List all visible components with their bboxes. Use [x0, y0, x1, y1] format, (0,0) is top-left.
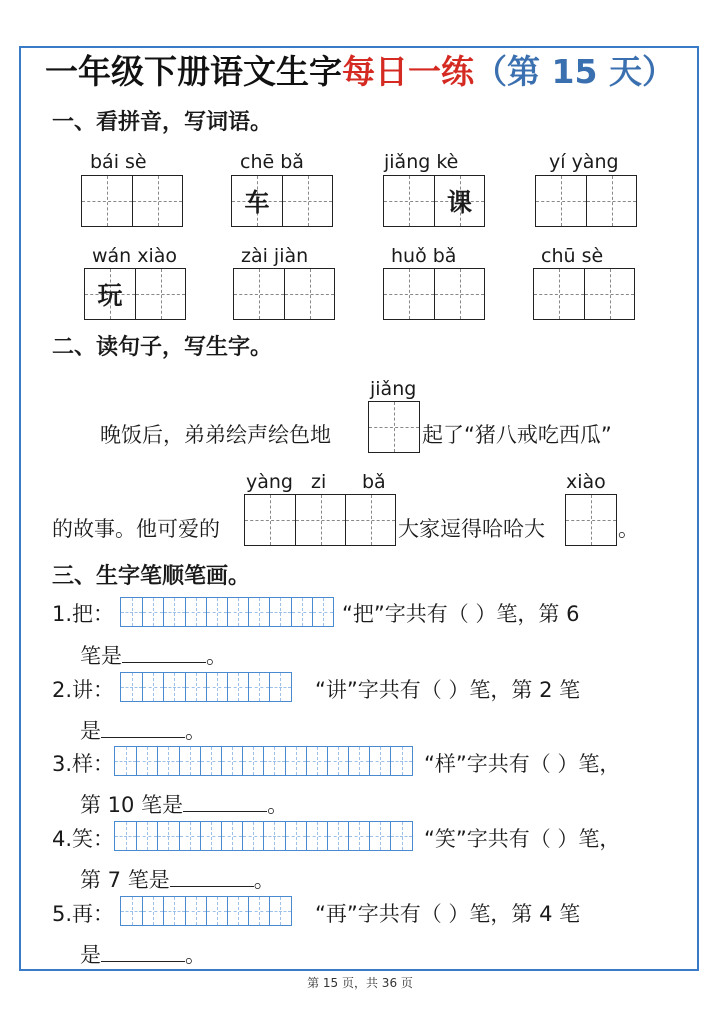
grid-cell[interactable] — [586, 176, 636, 226]
grid-cell[interactable] — [536, 176, 586, 226]
stroke-item-question: “把”字共有（ ）笔，第 6 — [342, 602, 580, 626]
page-footer: 第 15 页，共 36 页 — [307, 976, 413, 990]
grid-char: 课 — [446, 188, 472, 217]
sentence2-before: 的故事。他可爱的 — [52, 517, 220, 541]
grid-cell[interactable] — [245, 495, 295, 545]
answer-blank[interactable] — [122, 640, 206, 663]
pinyin-wanxiao: wán xiào — [92, 245, 178, 267]
grid-char — [82, 176, 132, 226]
grid-cell[interactable] — [384, 269, 434, 319]
stroke-item-label: 4.笑： — [52, 827, 115, 851]
grid-cell[interactable] — [232, 176, 282, 226]
grid-char — [435, 269, 484, 319]
answer-blank[interactable] — [101, 939, 185, 962]
section1-heading: 一、看拼音，写词语。 — [52, 110, 273, 135]
grid-char — [536, 176, 586, 226]
writing-grid-chuse[interactable] — [533, 268, 635, 320]
grid-char — [283, 176, 332, 226]
stroke-order-grid[interactable] — [114, 746, 413, 776]
answer-blank[interactable] — [101, 715, 185, 738]
stroke-item-cont-text: 第 7 笔是 — [80, 868, 170, 892]
grid-char — [384, 269, 434, 319]
grid-char — [285, 269, 334, 319]
writing-grid-xiao[interactable] — [565, 494, 617, 546]
stroke-item-continuation — [80, 640, 227, 670]
sentence-end: 。 — [185, 719, 206, 743]
stroke-order-grid[interactable] — [120, 672, 292, 702]
stroke-item-question: “讲”字共有（ ）笔，第 2 笔 — [315, 678, 581, 702]
writing-grid-zaijian[interactable] — [233, 268, 335, 320]
stroke-item-label: 3.样： — [52, 752, 115, 776]
stroke-order-grid[interactable] — [114, 821, 413, 851]
pinyin-yang: yàng — [246, 471, 293, 493]
grid-cell[interactable] — [284, 269, 334, 319]
stroke-item-label: 2.讲： — [52, 678, 115, 702]
pinyin-baise: bái sè — [90, 151, 147, 173]
pinyin-zaijian: zài jiàn — [241, 245, 309, 267]
grid-char — [133, 176, 182, 226]
grid-cell[interactable] — [434, 269, 484, 319]
stroke-item-cont-text: 是 — [80, 943, 101, 967]
grid-char — [384, 176, 434, 226]
writing-grid-jiang[interactable] — [368, 401, 420, 453]
pinyin-jiangke: jiǎng kè — [384, 151, 459, 173]
sentence-end: 。 — [206, 644, 227, 668]
grid-cell[interactable] — [82, 176, 132, 226]
stroke-order-grid[interactable] — [120, 597, 334, 627]
grid-char — [234, 269, 284, 319]
grid-cell[interactable] — [369, 402, 419, 452]
grid-cell[interactable] — [132, 176, 182, 226]
stroke-item-continuation — [80, 715, 206, 745]
pinyin-ba: bǎ — [362, 471, 386, 493]
section2-heading: 二、读句子，写生字。 — [52, 335, 273, 360]
stroke-item-question: “笑”字共有（ ）笔， — [424, 827, 621, 851]
writing-grid-yiyang[interactable] — [535, 175, 637, 227]
pinyin-yiyang: yí yàng — [549, 151, 619, 173]
stroke-item-label: 5.再： — [52, 902, 115, 926]
pinyin-xiao: xiào — [566, 471, 606, 493]
pinyin-zi: zi — [311, 471, 327, 493]
grid-char: 玩 — [97, 281, 123, 310]
sentence-end: 。 — [267, 793, 289, 817]
stroke-item-cont-text: 笔是 — [80, 644, 122, 668]
stroke-item-cont-text: 第 10 笔是 — [80, 793, 184, 817]
stroke-item-question: “样”字共有（ ）笔， — [424, 752, 621, 776]
grid-cell[interactable] — [234, 269, 284, 319]
section3-heading: 三、生字笔顺笔画。 — [52, 564, 251, 589]
stroke-item-label: 1.把： — [52, 602, 115, 626]
answer-blank[interactable] — [183, 789, 267, 812]
stroke-order-grid[interactable] — [120, 896, 292, 926]
grid-char: 车 — [244, 188, 270, 217]
grid-char — [534, 269, 584, 319]
pinyin-chuse: chū sè — [541, 245, 604, 267]
writing-grid-cheba[interactable] — [231, 175, 333, 227]
sentence2-mid: 大家逗得哈哈大 — [398, 517, 545, 541]
pinyin-huoba: huǒ bǎ — [391, 245, 457, 267]
writing-grid-yangziba[interactable] — [244, 494, 396, 546]
page-title — [0, 50, 720, 94]
grid-cell[interactable] — [282, 176, 332, 226]
writing-grid-huoba[interactable] — [383, 268, 485, 320]
title-part2: 每日一练 — [342, 52, 475, 91]
grid-char — [585, 269, 634, 319]
writing-grid-jiangke[interactable] — [383, 175, 485, 227]
grid-cell[interactable] — [135, 269, 185, 319]
sentence1-after: 起了“猪八戒吃西瓜” — [422, 423, 612, 447]
grid-cell[interactable] — [295, 495, 345, 545]
grid-char — [587, 176, 636, 226]
stroke-item-continuation — [80, 864, 275, 894]
answer-blank[interactable] — [170, 864, 254, 887]
stroke-item-continuation — [80, 939, 206, 969]
grid-cell[interactable] — [85, 269, 135, 319]
stroke-item-cont-text: 是 — [80, 719, 101, 743]
writing-grid-wanxiao[interactable] — [84, 268, 186, 320]
pinyin-cheba: chē bǎ — [240, 151, 304, 173]
sentence-end: 。 — [253, 868, 275, 892]
grid-cell[interactable] — [345, 495, 395, 545]
sentence-end: 。 — [185, 943, 206, 967]
sentence2-end: 。 — [618, 517, 639, 541]
title-part1: 一年级下册语文生字 — [45, 52, 343, 91]
stroke-item-continuation — [80, 789, 288, 819]
pinyin-jiang: jiǎng — [370, 378, 417, 400]
grid-cell[interactable] — [534, 269, 584, 319]
title-part3: （第 15 天） — [474, 52, 675, 91]
writing-grid-baise[interactable] — [81, 175, 183, 227]
grid-char — [136, 269, 185, 319]
grid-cell[interactable] — [384, 176, 434, 226]
sentence1-before: 晚饭后，弟弟绘声绘色地 — [100, 423, 331, 447]
grid-cell[interactable] — [434, 176, 484, 226]
grid-cell[interactable] — [584, 269, 634, 319]
grid-cell[interactable] — [566, 495, 616, 545]
stroke-item-question: “再”字共有（ ）笔，第 4 笔 — [315, 902, 581, 926]
